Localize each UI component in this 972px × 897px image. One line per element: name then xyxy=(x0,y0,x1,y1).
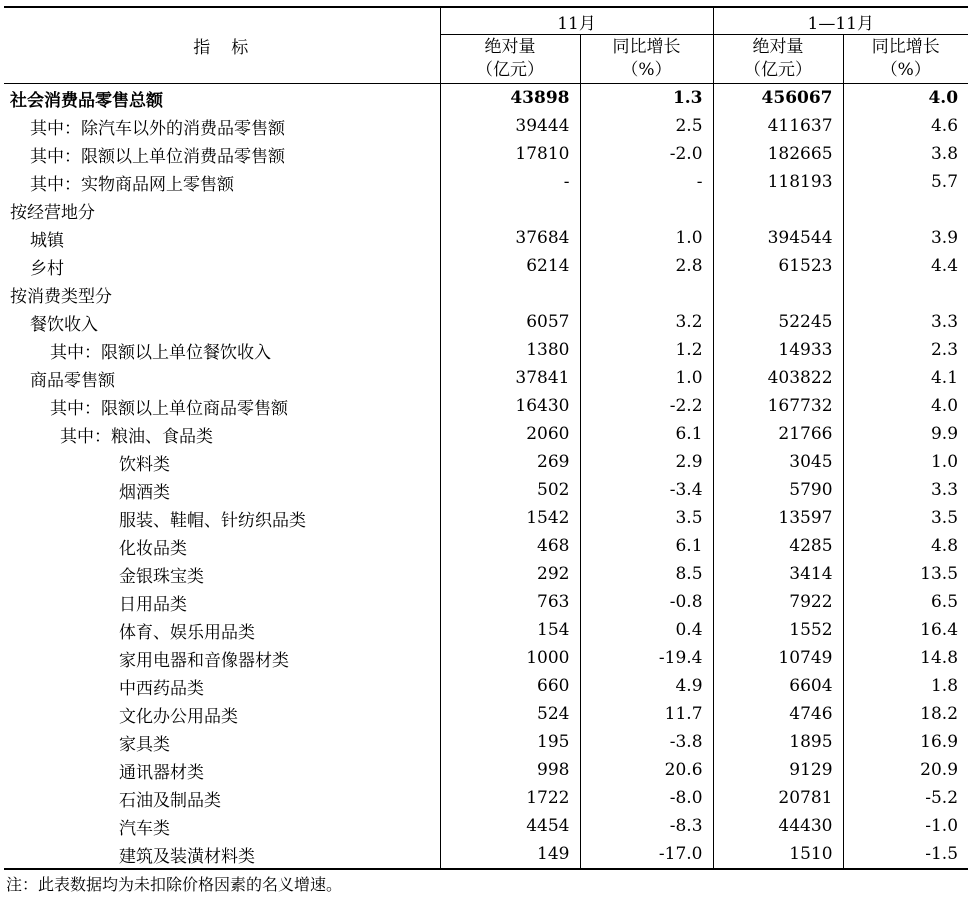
table-row xyxy=(4,140,968,168)
row-label: 商品零售额 xyxy=(30,370,115,391)
period-header-november: 11月 xyxy=(440,7,713,35)
ytd-yoy-cell: 3.5 xyxy=(843,504,968,532)
ytd-yoy-header xyxy=(843,35,968,84)
period-header-jan-to-nov: 1—11月 xyxy=(713,7,968,35)
row-label: 城镇 xyxy=(30,230,64,251)
table-row xyxy=(4,812,968,840)
table-body xyxy=(4,84,968,870)
table-row xyxy=(4,336,968,364)
ytd-absolute-cell: 13597 xyxy=(713,504,843,532)
abs-label: 绝对量 xyxy=(484,37,536,57)
yoy-label: 同比增长 xyxy=(871,37,940,57)
nov-yoy-cell: 6.1 xyxy=(580,420,713,448)
table-row xyxy=(4,532,968,560)
ytd-yoy-cell: 3.3 xyxy=(843,308,968,336)
row-label: 体育、娱乐用品类 xyxy=(119,622,255,643)
table-row xyxy=(4,168,968,196)
ytd-absolute-cell: 403822 xyxy=(713,364,843,392)
row-label: 中西药品类 xyxy=(119,678,204,699)
nov-yoy-cell: 20.6 xyxy=(580,756,713,784)
ytd-absolute-cell: 1510 xyxy=(713,840,843,869)
ytd-yoy-cell: 3.3 xyxy=(843,476,968,504)
ytd-absolute-cell: 4285 xyxy=(713,532,843,560)
row-label: 服装、鞋帽、针纺织品类 xyxy=(119,510,306,531)
nov-absolute-cell: 37841 xyxy=(440,364,580,392)
nov-yoy-cell: 6.1 xyxy=(580,532,713,560)
ytd-yoy-cell: 3.8 xyxy=(843,140,968,168)
table-row xyxy=(4,280,968,308)
yoy-unit: （%） xyxy=(880,60,931,80)
ytd-yoy-cell: -1.5 xyxy=(843,840,968,869)
ytd-yoy-cell: 4.0 xyxy=(843,392,968,420)
nov-absolute-cell: 6214 xyxy=(440,252,580,280)
ytd-yoy-cell: 14.8 xyxy=(843,644,968,672)
ytd-yoy-cell: 18.2 xyxy=(843,700,968,728)
nov-yoy-cell: -8.3 xyxy=(580,812,713,840)
abs-label: 绝对量 xyxy=(752,37,804,57)
table-row xyxy=(4,784,968,812)
abs-unit: （亿元） xyxy=(744,60,813,80)
ytd-yoy-cell: 20.9 xyxy=(843,756,968,784)
table-row xyxy=(4,84,968,113)
ytd-yoy-cell: 5.7 xyxy=(843,168,968,196)
nov-absolute-cell: 660 xyxy=(440,672,580,700)
nov-absolute-cell: 292 xyxy=(440,560,580,588)
row-label: 文化办公用品类 xyxy=(119,706,238,727)
ytd-yoy-cell: 1.8 xyxy=(843,672,968,700)
abs-unit: （亿元） xyxy=(476,60,544,80)
ytd-absolute-cell: 394544 xyxy=(713,224,843,252)
row-label: 化妆品类 xyxy=(119,538,187,559)
row-label: 家具类 xyxy=(119,734,170,755)
nov-absolute-cell: 195 xyxy=(440,728,580,756)
nov-yoy-cell: 4.9 xyxy=(580,672,713,700)
nov-absolute-cell: 37684 xyxy=(440,224,580,252)
ytd-absolute-cell: 4746 xyxy=(713,700,843,728)
nov-absolute-cell: 16430 xyxy=(440,392,580,420)
row-label: 其中：除汽车以外的消费品零售额 xyxy=(30,118,285,139)
table-row xyxy=(4,112,968,140)
ytd-absolute-cell: 411637 xyxy=(713,112,843,140)
ytd-absolute-cell: 52245 xyxy=(713,308,843,336)
nov-yoy-cell: -3.8 xyxy=(580,728,713,756)
row-label: 日用品类 xyxy=(119,594,187,615)
table-row xyxy=(4,308,968,336)
ytd-absolute-cell: 118193 xyxy=(713,168,843,196)
nov-yoy-cell: 11.7 xyxy=(580,700,713,728)
row-label: 建筑及装潢材料类 xyxy=(4,840,440,869)
nov-yoy-cell: -17.0 xyxy=(580,840,713,869)
ytd-absolute-cell: 1552 xyxy=(713,616,843,644)
nov-absolute-cell: 154 xyxy=(440,616,580,644)
ytd-yoy-cell: 4.6 xyxy=(843,112,968,140)
nov-yoy-cell: - xyxy=(580,168,713,196)
nov-absolute-cell: - xyxy=(440,168,580,196)
ytd-absolute-cell: 61523 xyxy=(713,252,843,280)
table-row xyxy=(4,616,968,644)
nov-absolute-cell: 6057 xyxy=(440,308,580,336)
ytd-yoy-cell: 4.4 xyxy=(843,252,968,280)
ytd-absolute-cell: 3414 xyxy=(713,560,843,588)
nov-yoy-cell: 3.2 xyxy=(580,308,713,336)
row-label: 按消费类型分 xyxy=(10,286,112,307)
nov-yoy-cell: 2.8 xyxy=(580,252,713,280)
ytd-absolute-cell: 21766 xyxy=(713,420,843,448)
nov-yoy-cell xyxy=(580,280,713,308)
nov-yoy-cell: -0.8 xyxy=(580,588,713,616)
nov-absolute-cell: 43898 xyxy=(440,84,580,113)
row-label: 其中：实物商品网上零售额 xyxy=(30,174,234,195)
table-row xyxy=(4,588,968,616)
ytd-absolute-cell: 14933 xyxy=(713,336,843,364)
nov-absolute-cell: 4454 xyxy=(440,812,580,840)
yoy-unit: （%） xyxy=(621,60,672,80)
table-row xyxy=(4,448,968,476)
row-label: 其中：限额以上单位消费品零售额 xyxy=(30,146,285,167)
indicator-header: 指 标 xyxy=(4,7,440,84)
nov-yoy-header xyxy=(580,35,713,84)
nov-yoy-cell: 2.9 xyxy=(580,448,713,476)
nov-absolute-cell: 269 xyxy=(440,448,580,476)
nov-absolute-cell: 998 xyxy=(440,756,580,784)
ytd-yoy-cell: 13.5 xyxy=(843,560,968,588)
nov-absolute-cell: 468 xyxy=(440,532,580,560)
table-row xyxy=(4,728,968,756)
ytd-absolute-cell xyxy=(713,196,843,224)
ytd-yoy-cell: -1.0 xyxy=(843,812,968,840)
nov-absolute-cell: 524 xyxy=(440,700,580,728)
table-row xyxy=(4,560,968,588)
ytd-yoy-cell: -5.2 xyxy=(843,784,968,812)
table-row xyxy=(4,756,968,784)
ytd-yoy-cell: 16.4 xyxy=(843,616,968,644)
table-row xyxy=(4,504,968,532)
ytd-yoy-cell: 2.3 xyxy=(843,336,968,364)
table-row xyxy=(4,392,968,420)
table-row xyxy=(4,196,968,224)
nov-absolute-cell xyxy=(440,280,580,308)
ytd-absolute-cell: 44430 xyxy=(713,812,843,840)
nov-yoy-cell: 1.3 xyxy=(580,84,713,113)
row-label: 饮料类 xyxy=(119,454,170,475)
ytd-absolute-cell xyxy=(713,280,843,308)
nov-absolute-cell: 1000 xyxy=(440,644,580,672)
table-row xyxy=(4,420,968,448)
yoy-label: 同比增长 xyxy=(612,37,681,57)
ytd-yoy-cell: 3.9 xyxy=(843,224,968,252)
table-header xyxy=(4,7,968,84)
nov-absolute-cell: 502 xyxy=(440,476,580,504)
table-row xyxy=(4,364,968,392)
ytd-absolute-cell: 167732 xyxy=(713,392,843,420)
ytd-yoy-cell: 4.8 xyxy=(843,532,968,560)
row-label: 石油及制品类 xyxy=(119,790,221,811)
row-label: 按经营地分 xyxy=(10,202,95,223)
nov-yoy-cell: 1.0 xyxy=(580,224,713,252)
nov-absolute-cell: 1542 xyxy=(440,504,580,532)
nov-yoy-cell: 1.2 xyxy=(580,336,713,364)
ytd-absolute-cell: 182665 xyxy=(713,140,843,168)
ytd-yoy-cell: 4.1 xyxy=(843,364,968,392)
ytd-yoy-cell: 16.9 xyxy=(843,728,968,756)
nov-absolute-cell: 2060 xyxy=(440,420,580,448)
nov-absolute-cell: 39444 xyxy=(440,112,580,140)
table-row xyxy=(4,840,968,869)
nov-absolute-cell: 149 xyxy=(440,840,580,869)
ytd-absolute-cell: 9129 xyxy=(713,756,843,784)
nov-yoy-cell: -19.4 xyxy=(580,644,713,672)
nov-yoy-cell: -2.0 xyxy=(580,140,713,168)
nov-absolute-cell: 763 xyxy=(440,588,580,616)
ytd-absolute-cell: 6604 xyxy=(713,672,843,700)
nov-absolute-cell: 1380 xyxy=(440,336,580,364)
nov-yoy-cell: 1.0 xyxy=(580,364,713,392)
nov-absolute-cell: 17810 xyxy=(440,140,580,168)
row-label: 其中：限额以上单位餐饮收入 xyxy=(50,342,271,363)
ytd-absolute-cell: 3045 xyxy=(713,448,843,476)
row-label: 通讯器材类 xyxy=(119,762,204,783)
table-row xyxy=(4,700,968,728)
nov-yoy-cell: 3.5 xyxy=(580,504,713,532)
ytd-yoy-cell: 6.5 xyxy=(843,588,968,616)
row-label: 汽车类 xyxy=(119,818,170,839)
nov-absolute-cell xyxy=(440,196,580,224)
nov-yoy-cell xyxy=(580,196,713,224)
nov-yoy-cell: -2.2 xyxy=(580,392,713,420)
table-row xyxy=(4,252,968,280)
ytd-yoy-cell: 1.0 xyxy=(843,448,968,476)
nov-absolute-cell: 1722 xyxy=(440,784,580,812)
ytd-yoy-cell: 9.9 xyxy=(843,420,968,448)
retail-sales-table xyxy=(4,6,968,870)
ytd-absolute-cell: 5790 xyxy=(713,476,843,504)
row-label: 乡村 xyxy=(30,258,64,279)
row-label: 其中：限额以上单位商品零售额 xyxy=(50,398,288,419)
ytd-absolute-header xyxy=(713,35,843,84)
table-row xyxy=(4,476,968,504)
ytd-yoy-cell xyxy=(843,196,968,224)
ytd-yoy-cell: 4.0 xyxy=(843,84,968,113)
nov-yoy-cell: -3.4 xyxy=(580,476,713,504)
ytd-absolute-cell: 20781 xyxy=(713,784,843,812)
table-row xyxy=(4,224,968,252)
nov-yoy-cell: 0.4 xyxy=(580,616,713,644)
footnote: 注：此表数据均为未扣除价格因素的名义增速。 xyxy=(6,875,343,894)
ytd-absolute-cell: 1895 xyxy=(713,728,843,756)
row-label: 家用电器和音像器材类 xyxy=(119,650,289,671)
row-label: 餐饮收入 xyxy=(30,314,98,335)
nov-yoy-cell: 8.5 xyxy=(580,560,713,588)
row-label: 金银珠宝类 xyxy=(119,566,204,587)
row-label: 社会消费品零售总额 xyxy=(10,90,163,111)
ytd-yoy-cell xyxy=(843,280,968,308)
nov-yoy-cell: 2.5 xyxy=(580,112,713,140)
row-label: 烟酒类 xyxy=(119,482,170,503)
row-label: 其中：粮油、食品类 xyxy=(60,426,213,447)
ytd-absolute-cell: 10749 xyxy=(713,644,843,672)
nov-yoy-cell: -8.0 xyxy=(580,784,713,812)
nov-absolute-header xyxy=(440,35,580,84)
ytd-absolute-cell: 7922 xyxy=(713,588,843,616)
table-row xyxy=(4,644,968,672)
ytd-absolute-cell: 456067 xyxy=(713,84,843,113)
table-row xyxy=(4,672,968,700)
